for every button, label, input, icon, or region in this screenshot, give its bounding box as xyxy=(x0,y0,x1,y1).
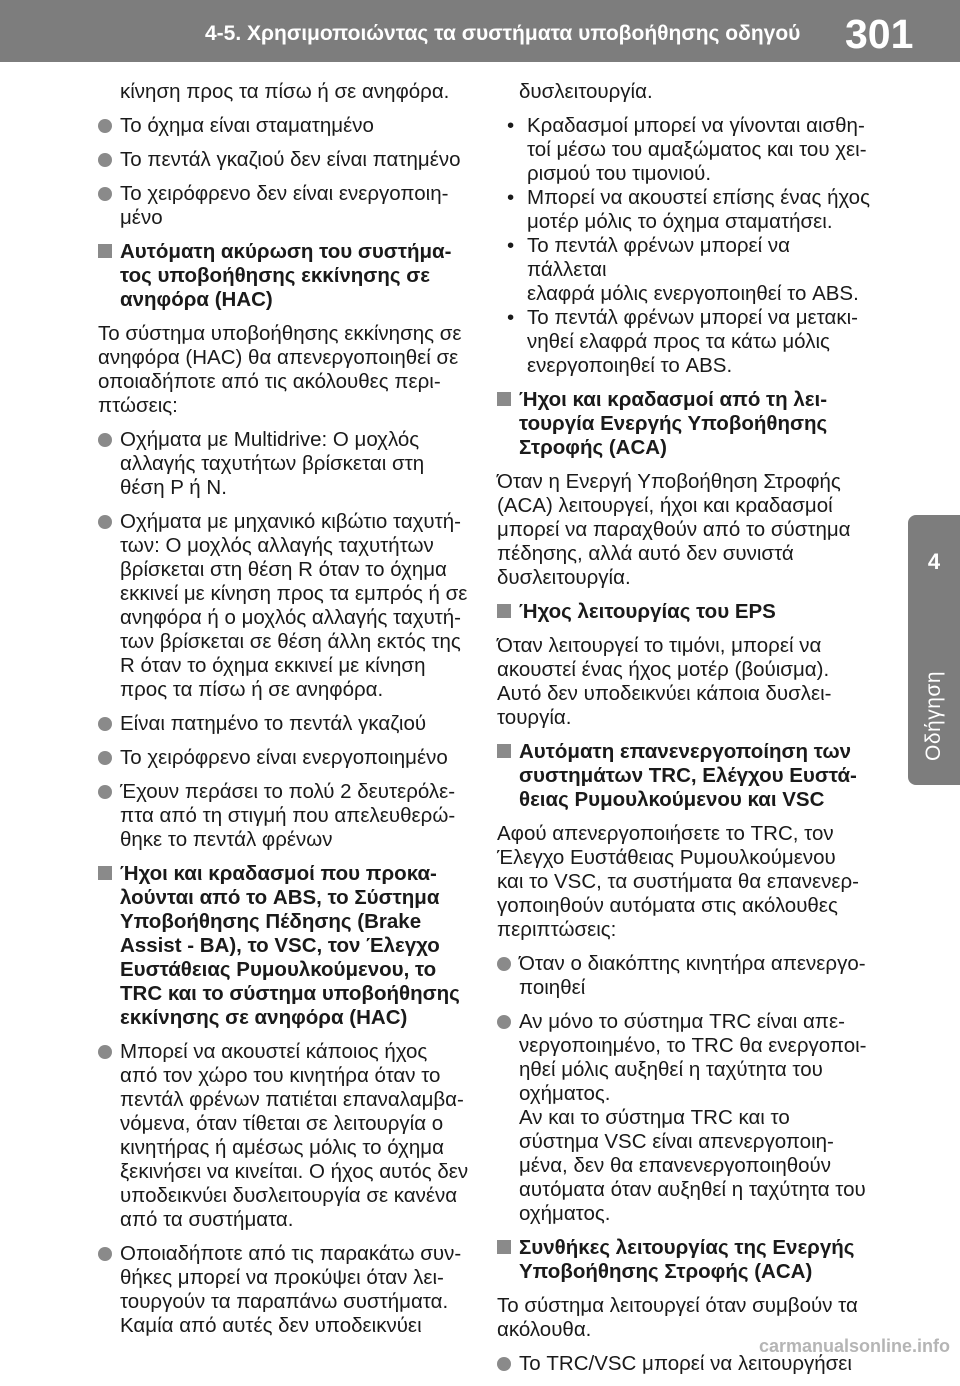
paragraph-line: μπορεί να παραχθούν από το σύστημα xyxy=(497,518,851,541)
bullet-item xyxy=(497,1010,872,1226)
section-heading xyxy=(497,1236,872,1284)
bullet-text: Το όχημα είναι σταματημένο xyxy=(120,114,374,137)
body-paragraph xyxy=(98,322,470,418)
paragraph-line: ακόλουθα. xyxy=(497,1318,592,1341)
heading-line: Ήχοι και κραδασμοί που προκα- xyxy=(120,862,437,885)
bullet-text-line: ξεκινήσει να κινείται. Ο ήχος αυτός δεν xyxy=(120,1160,469,1183)
bullet-text-line: Καμία από αυτές δεν υποδεικνύει xyxy=(120,1314,422,1337)
heading-line: Assist - BA), το VSC, τον Έλεγχο xyxy=(120,934,440,957)
bullet-item xyxy=(497,952,872,1000)
heading-line: Ευστάθειας Ρυμουλκούμενου, το xyxy=(120,958,437,981)
list-line: ρισμού του τιμονιού. xyxy=(527,162,712,185)
section-heading xyxy=(497,600,872,624)
heading-line: συστημάτων TRC, Ελέγχου Ευστά- xyxy=(519,764,857,787)
left-column xyxy=(98,80,470,1348)
list-line: ελαφρά μόλις ενεργοποιηθεί το ABS. xyxy=(527,282,859,305)
heading-line: εκκίνησης σε ανηφόρα (HAC) xyxy=(120,1006,408,1029)
paragraph-line: (ACA) λειτουργεί, ήχοι και κραδασμοί xyxy=(497,494,833,517)
bullet-text: Το χειρόφρενο είναι ενεργοποιημένο xyxy=(120,746,448,769)
bullet-text-line: Αν και το σύστημα TRC και το xyxy=(519,1106,790,1129)
bullet-text-line: ηθεί μόλις αυξηθεί η ταχύτητα του xyxy=(519,1058,823,1081)
section-heading xyxy=(98,240,470,312)
section-title: 4-5. Χρησιμοποιώντας τα συστήματα υποβοήθησης οδηγού xyxy=(205,22,801,45)
list-line: μοτέρ μόλις το όχημα σταματήσει. xyxy=(527,210,833,233)
bullet-item xyxy=(98,746,470,770)
paragraph-line: Όταν λειτουργεί το τιμόνι, μπορεί να xyxy=(497,634,822,657)
right-column xyxy=(497,80,872,1386)
heading-line: τουργία Ενεργής Υποβοήθησης xyxy=(519,412,828,435)
bullet-text-line: εκκινεί με κίνηση προς τα εμπρός ή σε xyxy=(120,582,468,605)
bullet-text: Είναι πατημένο το πεντάλ γκαζιού xyxy=(120,712,427,735)
list-line: • Κραδασμοί μπορεί να γίνονται αισθη- xyxy=(527,114,865,137)
body-paragraph xyxy=(497,470,872,590)
paragraph-line: οποιαδήποτε από τις ακόλουθες περι- xyxy=(98,370,441,393)
heading-line: Συνθήκες λειτουργίας της Ενεργής xyxy=(519,1236,855,1259)
bullet-text-line: ποιηθεί xyxy=(519,976,586,999)
bullet-text-line: Μπορεί να ακουστεί κάποιος ήχος xyxy=(120,1040,428,1063)
bullet-text-line: πεντάλ φρένων πατιέται επαναλαμβα- xyxy=(120,1088,464,1111)
paragraph-line: πτώσεις: xyxy=(98,394,178,417)
bullet-text-line: βρίσκεται στη θέση R όταν το όχημα xyxy=(120,558,447,581)
bullet-text-line: θηκε το πεντάλ φρένων xyxy=(120,828,333,851)
heading-line: τος υποβοήθησης εκκίνησης σε xyxy=(120,264,430,287)
bullet-text-line: νεργοποιημένο, το TRC θα ενεργοποι- xyxy=(519,1034,867,1057)
bullet-text-line: Το χειρόφρενο δεν είναι ενεργοποιη- xyxy=(120,182,449,205)
dot-list xyxy=(497,114,872,378)
paragraph-line: γοποιηθούν αυτόματα στις ακόλουθες xyxy=(497,894,838,917)
bullet-text-line: υποδεικνύει δυσλειτουργία σε κανένα xyxy=(120,1184,458,1207)
list-line: ενεργοποιηθεί το ABS. xyxy=(527,354,733,377)
paragraph-line: ακουστεί ένας ήχος μοτέρ (βούισμα). xyxy=(497,658,830,681)
paragraph-continuation: δυσλειτουργία. xyxy=(519,80,653,103)
bullet-text-line: οχήματος. xyxy=(519,1082,611,1105)
bullet-text-line: μένα, δεν θα επανενεργοποιηθούν xyxy=(519,1154,832,1177)
list-line: • Μπορεί να ακουστεί επίσης ένας ήχος xyxy=(527,186,870,209)
bullet-text-line: θήκες μπορεί να προκύψει όταν λει- xyxy=(120,1266,444,1289)
chapter-label: Οδήγηση xyxy=(922,670,945,761)
paragraph-line: Έλεγχο Ευστάθειας Ρυμουλκούμενου xyxy=(497,846,836,869)
bullet-text-line: πτα από τη στιγμή που απελευθερώ- xyxy=(120,804,456,827)
heading-line: Υποβοήθησης Πέδησης (Brake xyxy=(120,910,422,933)
paragraph-continuation: κίνηση προς τα πίσω ή σε ανηφόρα. xyxy=(120,80,450,103)
bullet-text-line: μένο xyxy=(120,206,163,229)
bullet-text-line: σύστημα VSC είναι απενεργοποιη- xyxy=(519,1130,834,1153)
dot-list-item xyxy=(497,186,872,234)
bullet-item xyxy=(98,712,470,736)
bullet-text: Το TRC/VSC μπορεί να λειτουργήσει xyxy=(519,1352,852,1375)
bullet-text-line: θέση P ή N. xyxy=(120,476,227,499)
watermark: carmanualsonline.info xyxy=(758,1336,950,1356)
section-heading xyxy=(497,740,872,812)
header-bar xyxy=(0,0,960,62)
list-line: νηθεί ελαφρά προς τα κάτω μόλις xyxy=(527,330,830,353)
bullet-text-line: προς τα πίσω ή σε ανηφόρα. xyxy=(120,678,384,701)
chapter-tab[interactable] xyxy=(908,515,960,785)
section-heading xyxy=(98,862,470,1030)
paragraph-line: δυσλειτουργία. xyxy=(497,566,631,589)
page-number: 301 xyxy=(845,11,914,57)
chapter-number: 4 xyxy=(927,549,941,574)
bullet-text-line: από τα συστήματα. xyxy=(120,1208,294,1231)
body-paragraph xyxy=(497,822,872,942)
heading-line: Αυτόματη ακύρωση του συστήμα- xyxy=(120,240,452,263)
bullet-text-line: των: Ο μοχλός αλλαγής ταχυτήτων xyxy=(120,534,434,557)
paragraph-line: Το σύστημα υποβοήθησης εκκίνησης σε xyxy=(98,322,462,345)
bullet-text: Το πεντάλ γκαζιού δεν είναι πατημένο xyxy=(120,148,461,171)
heading-line: Αυτόματη επανενεργοποίηση των xyxy=(519,740,852,763)
bullet-item xyxy=(98,1040,470,1232)
body-paragraph xyxy=(497,634,872,730)
paragraph-line: Όταν η Ενεργή Υποβοήθηση Στροφής xyxy=(497,470,841,493)
heading-line: Ήχοι και κραδασμοί από τη λει- xyxy=(519,388,828,411)
bullet-item xyxy=(98,114,470,138)
bullet-text-line: αλλαγής ταχυτήτων βρίσκεται στη xyxy=(120,452,425,475)
list-line: • Το πεντάλ φρένων μπορεί να πάλλεται xyxy=(527,234,791,281)
paragraph-line: και το VSC, τα συστήματα θα επανενερ- xyxy=(497,870,859,893)
heading-line: ανηφόρα (HAC) xyxy=(120,288,273,311)
bullet-text-line: Οχήματα με Multidrive: Ο μοχλός xyxy=(120,428,420,451)
paragraph-line: περιπτώσεις: xyxy=(497,918,617,941)
bullet-text-line: νόμενα, όταν τίθεται σε λειτουργία ο xyxy=(120,1112,444,1135)
bullet-text-line: Έχουν περάσει το πολύ 2 δευτερόλε- xyxy=(120,780,456,803)
bullet-item xyxy=(98,148,470,172)
bullet-text-line: κινητήρας ή αμέσως μόλις το όχημα xyxy=(120,1136,444,1159)
section-heading xyxy=(497,388,872,460)
paragraph-line: Αφού απενεργοποιήσετε το TRC, τον xyxy=(497,822,834,845)
bullet-text-line: Οποιαδήποτε από τις παρακάτω συν- xyxy=(120,1242,462,1265)
body-paragraph xyxy=(497,1294,872,1342)
bullet-item xyxy=(98,1242,470,1338)
heading-line: Στροφής (ACA) xyxy=(519,436,667,459)
bullet-text-line: Οχήματα με μηχανικό κιβώτιο ταχυτή- xyxy=(120,510,461,533)
paragraph-line: Αυτό δεν υποδεικνύει κάποια δυσλει- xyxy=(497,682,832,705)
bullet-text-line: Όταν ο διακόπτης κινητήρα απενεργο- xyxy=(519,952,866,975)
paragraph-line: Το σύστημα λειτουργεί όταν συμβούν τα xyxy=(497,1294,858,1317)
heading-line: Ήχος λειτουργίας του EPS xyxy=(519,600,776,623)
bullet-item xyxy=(98,428,470,500)
bullet-item xyxy=(98,780,470,852)
bullet-text-line: R όταν το όχημα εκκινεί με κίνηση xyxy=(120,654,426,677)
bullet-item xyxy=(98,182,470,230)
bullet-text-line: ανηφόρα ή ο μοχλός αλλαγής ταχυτή- xyxy=(120,606,462,629)
dot-list-item xyxy=(497,234,872,306)
heading-line: Υποβοήθησης Στροφής (ACA) xyxy=(519,1260,813,1283)
heading-line: θειας Ρυμουλκούμενου και VSC xyxy=(519,788,825,811)
bullet-text-line: οχήματος. xyxy=(519,1202,611,1225)
paragraph-line: ανηφόρα (HAC) θα απενεργοποιηθεί σε xyxy=(98,346,459,369)
bullet-text-line: από τον χώρο του κινητήρα όταν το xyxy=(120,1064,441,1087)
header-divider xyxy=(0,62,960,66)
bullet-text-line: των βρίσκεται σε θέση άλλη εκτός της xyxy=(120,630,461,653)
paragraph-line: πέδησης, αλλά αυτό δεν συνιστά xyxy=(497,542,794,565)
bullet-text-line: Αν μόνο το σύστημα TRC είναι απε- xyxy=(519,1010,845,1033)
list-line: • Το πεντάλ φρένων μπορεί να μετακι- xyxy=(527,306,858,329)
dot-list-item xyxy=(497,114,872,186)
heading-line: λούνται από το ABS, το Σύστημα xyxy=(120,886,440,909)
bullet-text-line: τουργούν τα παραπάνω συστήματα. xyxy=(120,1290,449,1313)
paragraph-line: τουργία. xyxy=(497,706,572,729)
list-line: τοί μέσω του αμαξώματος και του χει- xyxy=(527,138,867,161)
heading-line: TRC και το σύστημα υποβοήθησης xyxy=(120,982,460,1005)
bullet-item xyxy=(98,510,470,702)
bullet-text-line: αυτόματα όταν αυξηθεί η ταχύτητα του xyxy=(519,1178,866,1201)
dot-list-item xyxy=(497,306,872,378)
